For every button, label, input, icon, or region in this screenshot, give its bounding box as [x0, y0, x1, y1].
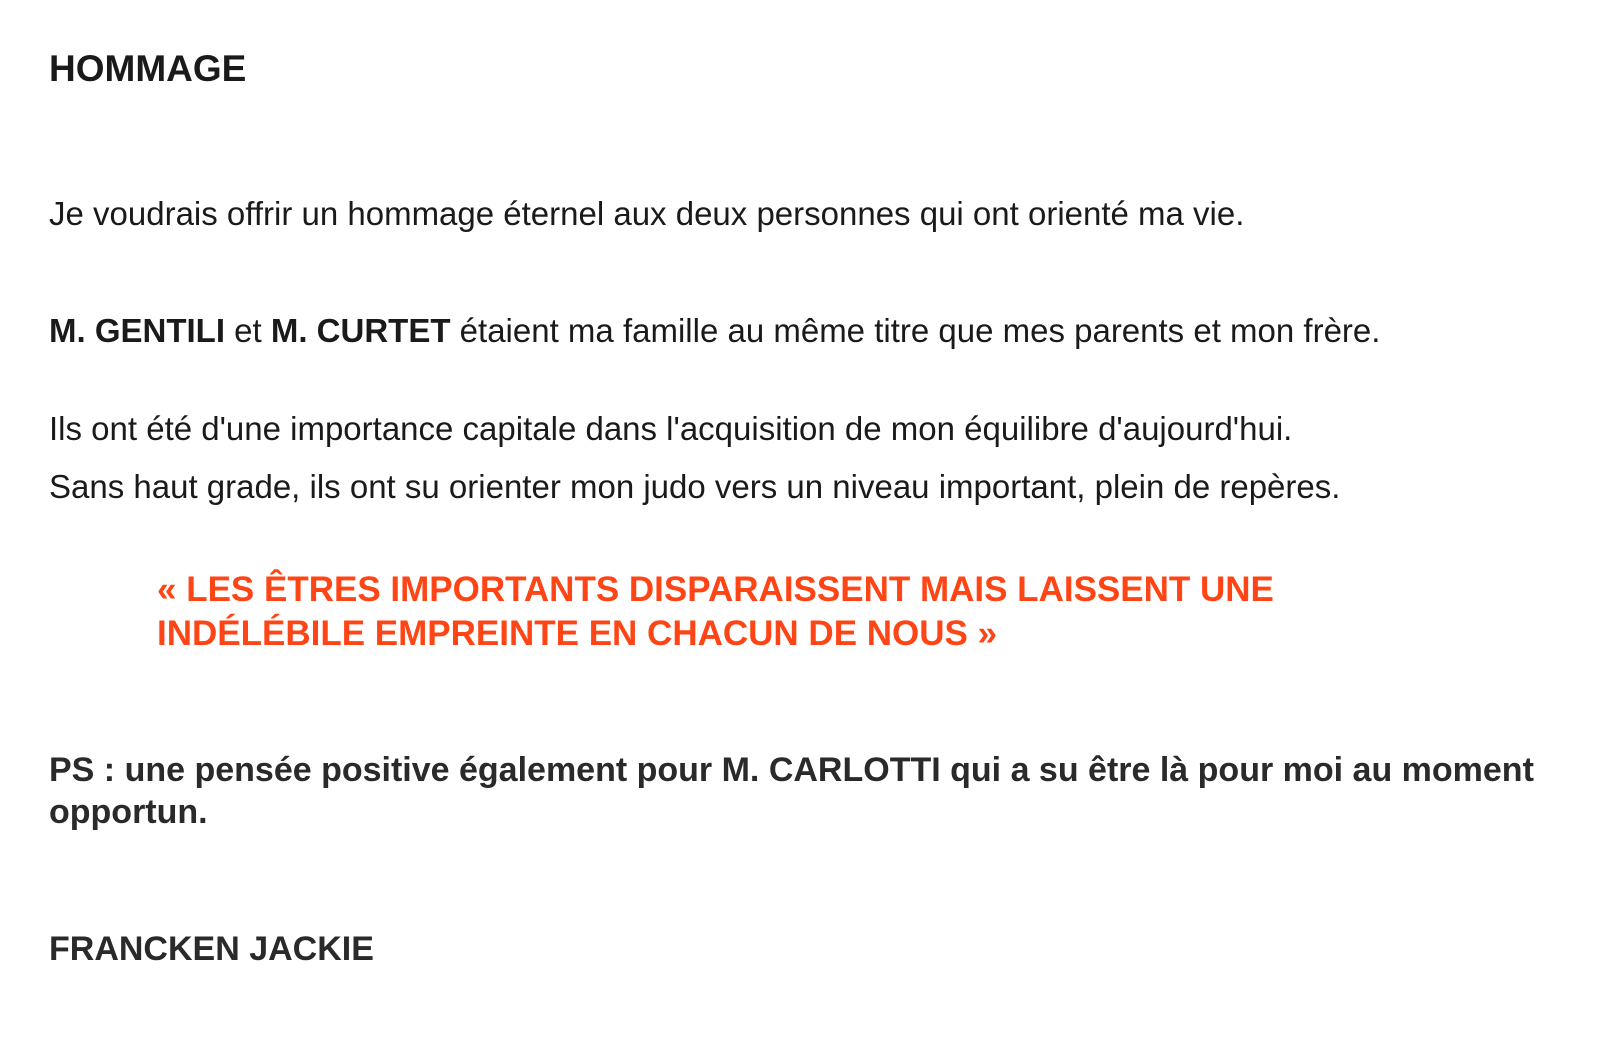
- paragraph-family: [49, 311, 1380, 351]
- highlight-quote: « LES ÊTRES IMPORTANTS DISPARAISSENT MAIS LAISSENT UNE INDÉLÉBILE EMPREINTE EN CHACUN DE NOUS »: [157, 570, 1274, 653]
- paragraph-judo: Sans haut grade, ils ont su orienter mon judo vers un niveau important, plein de repères.: [49, 468, 1341, 505]
- paragraph-family-rest: étaient ma famille au même titre que mes parents et mon frère.: [450, 312, 1381, 349]
- postscript: PS : une pensée positive également pour M. CARLOTTI qui a su être là pour moi au moment opportun.: [49, 751, 1534, 831]
- person-name-curtet: M. CURTET: [270, 312, 451, 349]
- paragraph-importance: Ils ont été d'une importance capitale dans l'acquisition de mon équilibre d'aujourd'hui.: [49, 410, 1293, 447]
- signature: FRANCKEN JACKIE: [49, 930, 374, 968]
- paragraph-tribute-intro: Je voudrais offrir un hommage éternel aux deux personnes qui ont orienté ma vie.: [49, 195, 1245, 232]
- connector-text: et: [225, 312, 271, 349]
- document-title: HOMMAGE: [49, 48, 247, 89]
- person-name-gentili: M. GENTILI: [49, 312, 225, 349]
